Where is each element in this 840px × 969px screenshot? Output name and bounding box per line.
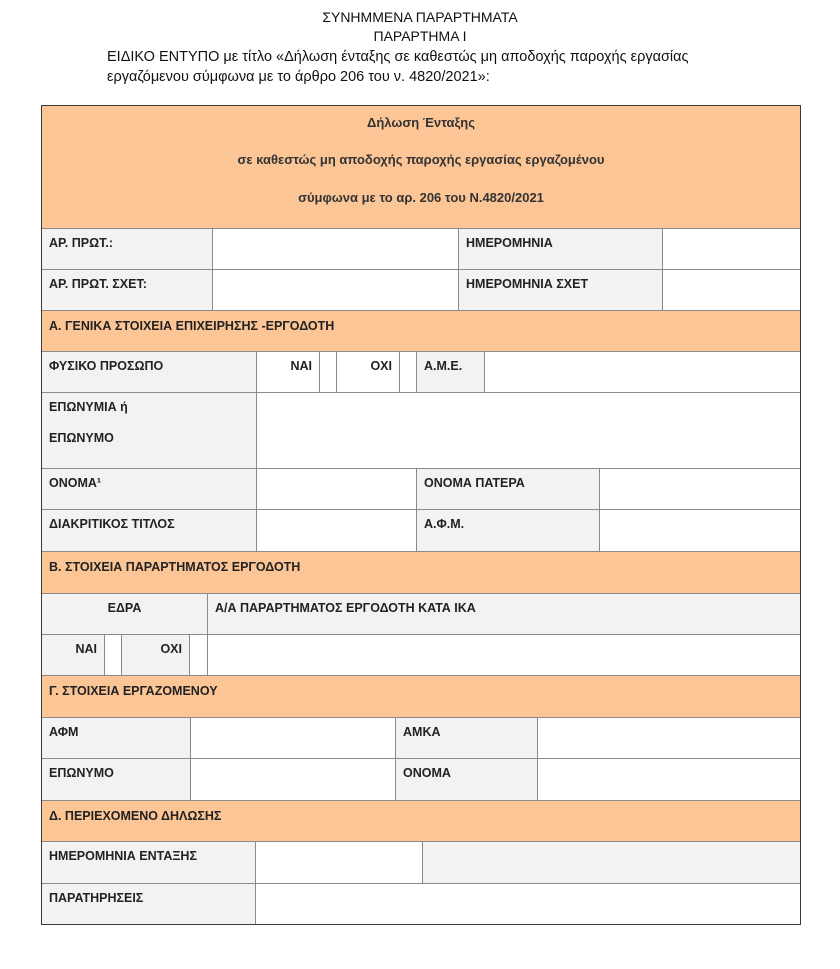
form-title-line3: σύμφωνα με το αρ. 206 του Ν.4820/2021 [298,190,544,205]
seat-yes-label: ΝΑΙ [42,635,105,675]
remarks-row [42,884,800,924]
natural-person-yes-checkbox[interactable] [320,352,337,392]
natural-person-no-checkbox[interactable] [400,352,417,392]
branch-number-label: Α/Α ΠΑΡΑΡΤΗΜΑΤΟΣ ΕΡΓΟΔΟΤΗ ΚΑΤΑ ΙΚΑ [208,594,800,634]
declaration-form [41,105,801,925]
employer-afm-field[interactable] [600,510,800,551]
annex-heading: ΠΑΡΑΡΤΗΜΑ Ι [373,28,467,44]
section-a-title: Α. ΓΕΝΙΚΑ ΣΤΟΙΧΕΙΑ ΕΠΙΧΕΙΡΗΣΗΣ -ΕΡΓΟΔΟΤΗ [49,319,335,333]
employee-surname-label: ΕΠΩΝΥΜΟ [42,759,191,800]
employee-afm-label: ΑΦΜ [42,718,191,758]
join-date-field[interactable] [256,842,423,883]
date-label: ΗΜΕΡΟΜΗΝΙΑ [459,229,663,269]
related-date-field[interactable] [663,270,800,310]
remarks-field[interactable] [256,884,800,924]
branch-values-row [42,635,800,676]
form-description-line1: ΕΙΔΙΚΟ ΕΝΤΥΠΟ με τίτλο «Δήλωση ένταξης σε καθεστώς μη αποδοχής παροχής εργασίας [107,49,689,65]
employee-surname-field[interactable] [191,759,396,800]
trade-title-label: ΔΙΑΚΡΙΤΙΚΟΣ ΤΙΤΛΟΣ [42,510,257,551]
company-name-row [42,393,800,469]
amka-label: ΑΜΚΑ [396,718,538,758]
branch-header-row [42,594,800,635]
company-name-label-line2: ΕΠΩΝΥΜΟ [49,431,114,445]
father-name-label: ΟΝΟΜΑ ΠΑΤΕΡΑ [417,469,600,509]
seat-yes-checkbox[interactable] [105,635,122,675]
company-name-label [42,393,257,468]
form-title-block [42,106,800,229]
form-title-line2: σε καθεστώς μη αποδοχής παροχής εργασίας εργαζομένου [237,152,605,167]
company-name-field[interactable] [257,393,800,468]
section-b-header [42,552,800,594]
trade-title-field[interactable] [257,510,417,551]
related-protocol-number-label: ΑΡ. ΠΡΩΤ. ΣΧΕΤ: [42,270,213,310]
employee-ids-row [42,718,800,759]
protocol-number-field[interactable] [213,229,459,269]
amka-field[interactable] [538,718,800,758]
ame-label: Α.Μ.Ε. [417,352,485,392]
employer-first-name-field[interactable] [257,469,417,509]
section-c-header [42,676,800,718]
related-date-label: ΗΜΕΡΟΜΗΝΙΑ ΣΧΕΤ [459,270,663,310]
seat-label: ΕΔΡΑ [42,594,208,634]
protocol-row [42,229,800,270]
employee-name-field[interactable] [538,759,800,800]
employer-afm-label: Α.Φ.Μ. [417,510,600,551]
section-a-header [42,311,800,352]
seat-no-checkbox[interactable] [190,635,208,675]
employer-name-row [42,469,800,510]
employee-name-label: ΟΝΟΜΑ [396,759,538,800]
employee-name-row [42,759,800,801]
employer-first-name-label: ΟΝΟΜΑ¹ [42,469,257,509]
section-d-header [42,801,800,842]
join-date-row [42,842,800,884]
company-name-label-line1: ΕΠΩΝΥΜΙΑ ή [49,400,128,414]
natural-person-label: ΦΥΣΙΚΟ ΠΡΟΣΩΠΟ [42,352,257,392]
date-field[interactable] [663,229,800,269]
ame-field[interactable] [485,352,800,392]
related-protocol-row [42,270,800,311]
natural-person-yes-label: ΝΑΙ [257,352,320,392]
natural-person-row [42,352,800,393]
section-c-title: Γ. ΣΤΟΙΧΕΙΑ ΕΡΓΑΖΟΜΕΝΟΥ [49,684,218,698]
related-protocol-number-field[interactable] [213,270,459,310]
branch-number-field[interactable] [208,635,800,675]
section-b-title: Β. ΣΤΟΙΧΕΙΑ ΠΑΡΑΡΤΗΜΑΤΟΣ ΕΡΓΟΔΟΤΗ [49,560,301,574]
remarks-label: ΠΑΡΑΤΗΡΗΣΕΙΣ [42,884,256,924]
protocol-number-label: ΑΡ. ΠΡΩΤ.: [42,229,213,269]
section-d-title: Δ. ΠΕΡΙΕΧΟΜΕΝΟ ΔΗΛΩΣΗΣ [49,809,222,823]
form-title-line1: Δήλωση Ένταξης [366,115,476,130]
form-description-line2: εργαζόμενου σύμφωνα με το άρθρο 206 του ν. 4820/2021»: [107,69,490,85]
trade-title-row [42,510,800,552]
natural-person-no-label: ΟΧΙ [337,352,400,392]
employee-afm-field[interactable] [191,718,396,758]
join-date-label: ΗΜΕΡΟΜΗΝΙΑ ΕΝΤΑΞΗΣ [42,842,256,883]
seat-no-label: ΟΧΙ [122,635,190,675]
join-date-filler [423,842,800,883]
attachments-heading: ΣΥΝΗΜΜΕΝΑ ΠΑΡΑΡΤΗΜΑΤΑ [322,9,518,25]
father-name-field[interactable] [600,469,800,509]
